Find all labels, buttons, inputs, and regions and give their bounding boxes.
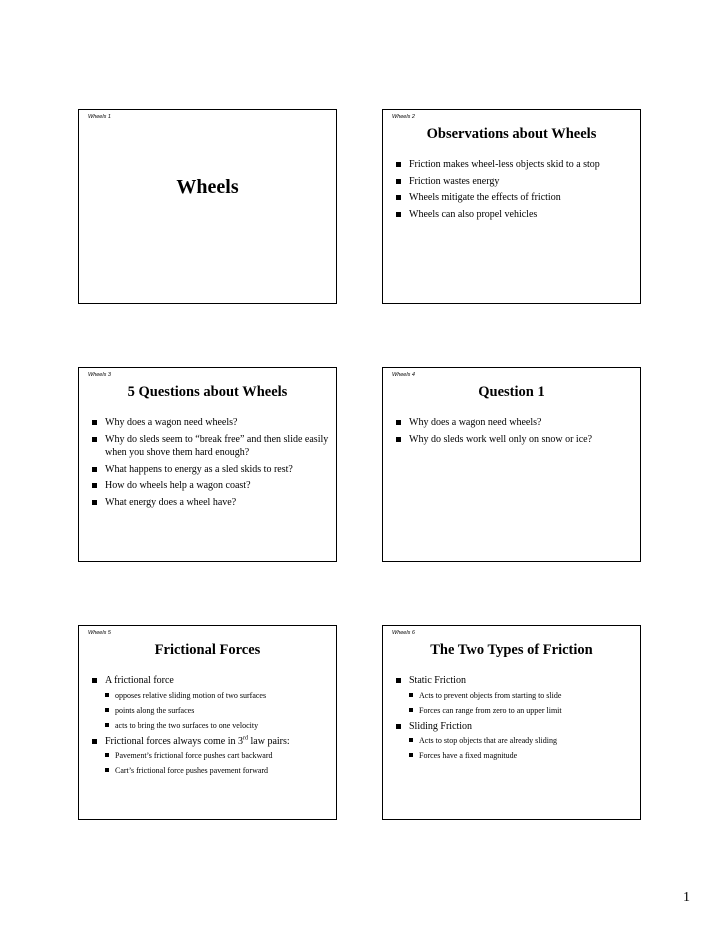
slide-1 (78, 109, 337, 304)
bullet-text: Frictional forces always come in 3 (105, 735, 244, 747)
bullet-item: Why does a wagon need wheels? (391, 416, 634, 430)
slide-tag: Wheels 4 (392, 372, 415, 378)
sub-bullet-list (409, 690, 634, 716)
bullet-text: Static Friction (409, 675, 466, 686)
slide-3 (78, 367, 337, 562)
slide-tag: Wheels 1 (88, 114, 111, 120)
slide-tag: Wheels 2 (392, 114, 415, 120)
sub-bullet-item: Forces have a fixed magnitude (409, 750, 634, 761)
slide-tag: Wheels 3 (88, 372, 111, 378)
bullet-text: A frictional force (105, 675, 174, 686)
sub-bullet-item: Acts to stop objects that are already sliding (409, 735, 634, 746)
slide-5 (78, 625, 337, 820)
bullet-item (87, 674, 330, 731)
bullet-item: Why does a wagon need wheels? (87, 416, 330, 430)
bullet-text: Sliding Friction (409, 720, 473, 732)
slide-4 (382, 367, 641, 562)
bullet-item: Wheels can also propel vehicles (391, 208, 634, 222)
bullet-item: Wheels mitigate the effects of friction (391, 191, 634, 205)
bullet-list (87, 416, 330, 512)
slide-title: Question 1 (478, 384, 545, 400)
sub-bullet-item: opposes relative sliding motion of two surfaces (105, 690, 330, 701)
slide-title: Frictional Forces (154, 642, 261, 658)
bullet-list (87, 674, 330, 780)
bullet-item (87, 735, 330, 777)
sub-bullet-list (409, 735, 634, 761)
bullet-text: law pairs: (248, 735, 290, 747)
bullet-item: What happens to energy as a sled skids to rest? (87, 463, 330, 477)
sub-bullet-item: Acts to prevent objects from starting to slide (409, 690, 634, 701)
sub-bullet-list (105, 750, 330, 776)
sub-bullet-item: points along the surfaces (105, 705, 330, 716)
bullet-list (391, 158, 634, 224)
sub-bullet-item: acts to bring the two surfaces to one velocity (105, 720, 330, 731)
bullet-item (391, 720, 634, 762)
slide-title: Observations about Wheels (426, 126, 597, 142)
bullet-item: How do wheels help a wagon coast? (87, 479, 330, 493)
bullet-item (391, 674, 634, 716)
bullet-item: What energy does a wheel have? (87, 496, 330, 510)
slide-tag: Wheels 6 (392, 630, 415, 636)
page-number: 1 (683, 890, 690, 905)
superscript: rd (243, 735, 249, 742)
slide-title: Wheels (176, 176, 239, 198)
slide-title: The Two Types of Friction (430, 642, 593, 658)
slide-2 (382, 109, 641, 304)
sub-bullet-item: Forces can range from zero to an upper limit (409, 705, 634, 716)
slide-tag: Wheels 5 (88, 630, 111, 636)
bullet-list (391, 674, 634, 765)
slide-6 (382, 625, 641, 820)
bullet-item: Why do sleds work well only on snow or ice? (391, 433, 634, 447)
slide-title: 5 Questions about Wheels (127, 384, 288, 400)
bullet-list (391, 416, 634, 449)
sub-bullet-list (105, 690, 330, 731)
bullet-item: Why do sleds seem to “break free” and then slide easily when you shove them hard enough? (87, 433, 330, 460)
bullet-item: Friction wastes energy (391, 175, 634, 189)
bullet-item: Friction makes wheel-less objects skid to a stop (391, 158, 634, 172)
sub-bullet-item: Pavement’s frictional force pushes cart backward (105, 750, 330, 761)
sub-bullet-item: Cart’s frictional force pushes pavement forward (105, 765, 330, 776)
